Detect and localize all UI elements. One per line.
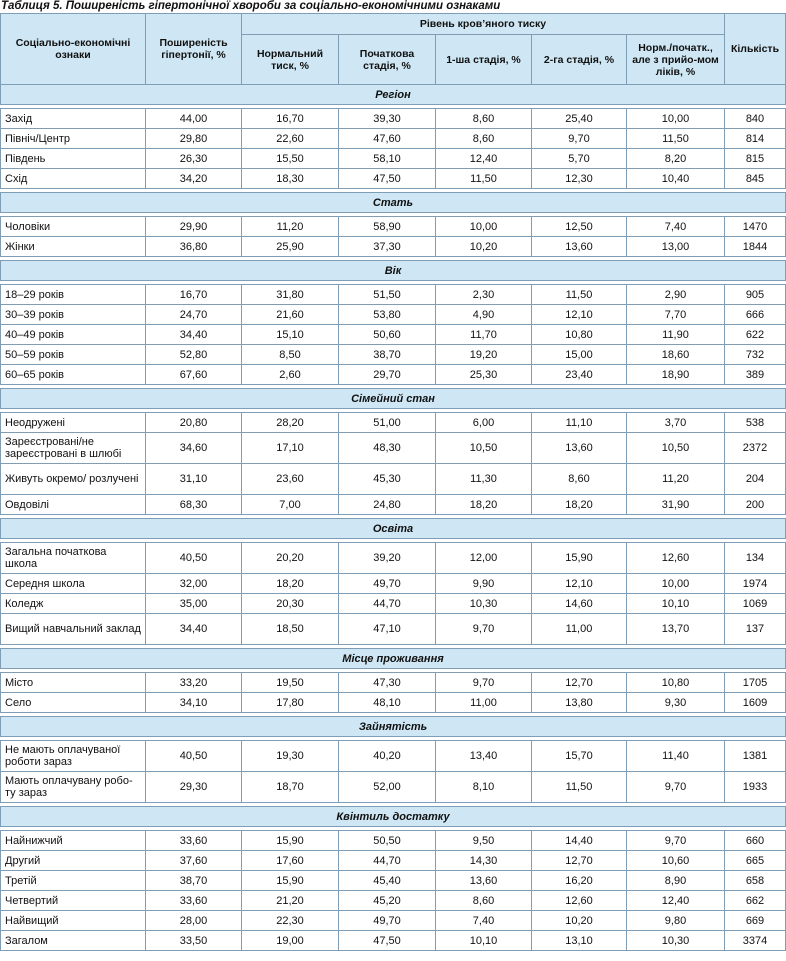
value-cell: 10,50 bbox=[627, 433, 725, 464]
row-label: Південь bbox=[1, 149, 146, 169]
header-prevalence: Поширеність гіпертонії, % bbox=[146, 14, 242, 85]
value-cell: 52,80 bbox=[146, 345, 242, 365]
table-row bbox=[1, 433, 786, 464]
value-cell: 15,00 bbox=[532, 345, 627, 365]
value-cell: 10,10 bbox=[436, 931, 532, 951]
count-cell: 666 bbox=[725, 305, 786, 325]
row-label: Живуть окремо/ розлучені bbox=[1, 464, 146, 495]
row-label: Мають оплачувану робо-ту зараз bbox=[1, 772, 146, 803]
value-cell: 14,30 bbox=[436, 851, 532, 871]
value-cell: 13,70 bbox=[627, 614, 725, 645]
value-cell: 50,50 bbox=[339, 831, 436, 851]
table-row bbox=[1, 109, 786, 129]
section-title: Стать bbox=[1, 193, 786, 213]
count-cell: 1844 bbox=[725, 237, 786, 257]
table-row bbox=[1, 169, 786, 189]
value-cell: 8,60 bbox=[436, 109, 532, 129]
value-cell: 33,50 bbox=[146, 931, 242, 951]
value-cell: 40,20 bbox=[339, 741, 436, 772]
row-label: Овдовілі bbox=[1, 495, 146, 515]
value-cell: 11,90 bbox=[627, 325, 725, 345]
value-cell: 29,90 bbox=[146, 217, 242, 237]
value-cell: 15,90 bbox=[532, 543, 627, 574]
value-cell: 18,50 bbox=[242, 614, 339, 645]
row-label: Не мають оплачуваної роботи зараз bbox=[1, 741, 146, 772]
count-cell: 134 bbox=[725, 543, 786, 574]
row-label: Другий bbox=[1, 851, 146, 871]
value-cell: 34,40 bbox=[146, 325, 242, 345]
table-row bbox=[1, 365, 786, 385]
value-cell: 11,20 bbox=[242, 217, 339, 237]
row-label: Четвертий bbox=[1, 891, 146, 911]
value-cell: 25,90 bbox=[242, 237, 339, 257]
hypertension-table bbox=[0, 13, 786, 951]
value-cell: 9,70 bbox=[436, 673, 532, 693]
value-cell: 2,60 bbox=[242, 365, 339, 385]
value-cell: 14,60 bbox=[532, 594, 627, 614]
section-header-row bbox=[1, 649, 786, 669]
value-cell: 16,70 bbox=[146, 285, 242, 305]
value-cell: 18,60 bbox=[627, 345, 725, 365]
value-cell: 12,40 bbox=[436, 149, 532, 169]
value-cell: 31,80 bbox=[242, 285, 339, 305]
value-cell: 15,10 bbox=[242, 325, 339, 345]
table-row bbox=[1, 345, 786, 365]
value-cell: 48,10 bbox=[339, 693, 436, 713]
row-label: Найвищий bbox=[1, 911, 146, 931]
count-cell: 1705 bbox=[725, 673, 786, 693]
value-cell: 44,70 bbox=[339, 851, 436, 871]
value-cell: 38,70 bbox=[339, 345, 436, 365]
value-cell: 23,40 bbox=[532, 365, 627, 385]
row-label: Північ/Центр bbox=[1, 129, 146, 149]
value-cell: 11,00 bbox=[436, 693, 532, 713]
value-cell: 40,50 bbox=[146, 543, 242, 574]
value-cell: 48,30 bbox=[339, 433, 436, 464]
table-row bbox=[1, 831, 786, 851]
value-cell: 18,90 bbox=[627, 365, 725, 385]
value-cell: 17,10 bbox=[242, 433, 339, 464]
header-stage1: 1-ша стадія, % bbox=[436, 35, 532, 85]
value-cell: 9,70 bbox=[627, 772, 725, 803]
value-cell: 17,80 bbox=[242, 693, 339, 713]
table-row bbox=[1, 931, 786, 951]
value-cell: 9,90 bbox=[436, 574, 532, 594]
value-cell: 8,60 bbox=[436, 891, 532, 911]
value-cell: 25,40 bbox=[532, 109, 627, 129]
value-cell: 58,90 bbox=[339, 217, 436, 237]
value-cell: 9,70 bbox=[627, 831, 725, 851]
count-cell: 200 bbox=[725, 495, 786, 515]
value-cell: 7,40 bbox=[627, 217, 725, 237]
value-cell: 13,00 bbox=[627, 237, 725, 257]
value-cell: 31,90 bbox=[627, 495, 725, 515]
value-cell: 7,40 bbox=[436, 911, 532, 931]
count-cell: 137 bbox=[725, 614, 786, 645]
count-cell: 905 bbox=[725, 285, 786, 305]
header-normal: Нормальний тиск, % bbox=[242, 35, 339, 85]
value-cell: 9,50 bbox=[436, 831, 532, 851]
row-label: Захід bbox=[1, 109, 146, 129]
count-cell: 204 bbox=[725, 464, 786, 495]
value-cell: 12,00 bbox=[436, 543, 532, 574]
value-cell: 10,80 bbox=[627, 673, 725, 693]
value-cell: 11,50 bbox=[627, 129, 725, 149]
table-row bbox=[1, 693, 786, 713]
value-cell: 10,30 bbox=[627, 931, 725, 951]
value-cell: 11,00 bbox=[532, 614, 627, 645]
value-cell: 34,60 bbox=[146, 433, 242, 464]
value-cell: 37,30 bbox=[339, 237, 436, 257]
table-row bbox=[1, 891, 786, 911]
table-row bbox=[1, 129, 786, 149]
value-cell: 11,50 bbox=[436, 169, 532, 189]
value-cell: 13,80 bbox=[532, 693, 627, 713]
row-label: Вищий навчальний заклад bbox=[1, 614, 146, 645]
header-meds: Норм./початк., але з прийо-мом ліків, % bbox=[627, 35, 725, 85]
value-cell: 13,60 bbox=[532, 237, 627, 257]
value-cell: 28,20 bbox=[242, 413, 339, 433]
value-cell: 31,10 bbox=[146, 464, 242, 495]
value-cell: 12,10 bbox=[532, 305, 627, 325]
section-title: Квінтиль достатку bbox=[1, 807, 786, 827]
value-cell: 10,40 bbox=[627, 169, 725, 189]
row-label: Загальна початкова школа bbox=[1, 543, 146, 574]
row-label: Зареєстровані/не зареєстровані в шлюбі bbox=[1, 433, 146, 464]
value-cell: 45,20 bbox=[339, 891, 436, 911]
table-row bbox=[1, 574, 786, 594]
value-cell: 19,50 bbox=[242, 673, 339, 693]
value-cell: 44,70 bbox=[339, 594, 436, 614]
count-cell: 845 bbox=[725, 169, 786, 189]
value-cell: 2,90 bbox=[627, 285, 725, 305]
row-label: Місто bbox=[1, 673, 146, 693]
value-cell: 8,60 bbox=[436, 129, 532, 149]
row-label: Середня школа bbox=[1, 574, 146, 594]
value-cell: 11,10 bbox=[532, 413, 627, 433]
value-cell: 13,60 bbox=[436, 871, 532, 891]
value-cell: 20,20 bbox=[242, 543, 339, 574]
header-count: Кількість bbox=[725, 14, 786, 85]
value-cell: 7,00 bbox=[242, 495, 339, 515]
table-row bbox=[1, 673, 786, 693]
value-cell: 9,70 bbox=[532, 129, 627, 149]
count-cell: 665 bbox=[725, 851, 786, 871]
value-cell: 19,30 bbox=[242, 741, 339, 772]
table-row bbox=[1, 237, 786, 257]
table-row bbox=[1, 325, 786, 345]
header-stage2: 2-га стадія, % bbox=[532, 35, 627, 85]
row-label: Чоловіки bbox=[1, 217, 146, 237]
table-row bbox=[1, 772, 786, 803]
table-row bbox=[1, 911, 786, 931]
table-row bbox=[1, 543, 786, 574]
value-cell: 13,60 bbox=[532, 433, 627, 464]
value-cell: 49,70 bbox=[339, 574, 436, 594]
value-cell: 10,80 bbox=[532, 325, 627, 345]
row-label: Село bbox=[1, 693, 146, 713]
table-row bbox=[1, 285, 786, 305]
row-label: Коледж bbox=[1, 594, 146, 614]
value-cell: 10,60 bbox=[627, 851, 725, 871]
section-header-row bbox=[1, 389, 786, 409]
value-cell: 16,20 bbox=[532, 871, 627, 891]
value-cell: 5,70 bbox=[532, 149, 627, 169]
value-cell: 21,60 bbox=[242, 305, 339, 325]
value-cell: 28,00 bbox=[146, 911, 242, 931]
value-cell: 2,30 bbox=[436, 285, 532, 305]
table-row bbox=[1, 464, 786, 495]
count-cell: 1933 bbox=[725, 772, 786, 803]
value-cell: 12,60 bbox=[532, 891, 627, 911]
value-cell: 19,20 bbox=[436, 345, 532, 365]
value-cell: 10,00 bbox=[436, 217, 532, 237]
row-label: 60–65 років bbox=[1, 365, 146, 385]
value-cell: 45,30 bbox=[339, 464, 436, 495]
row-label: 40–49 років bbox=[1, 325, 146, 345]
section-header-row bbox=[1, 261, 786, 281]
value-cell: 8,10 bbox=[436, 772, 532, 803]
table-title: Таблиця 5. Поширеність гіпертонічної хвороби за соціально-економічними ознаками bbox=[1, 0, 501, 12]
value-cell: 25,30 bbox=[436, 365, 532, 385]
count-cell: 840 bbox=[725, 109, 786, 129]
count-cell: 669 bbox=[725, 911, 786, 931]
value-cell: 47,50 bbox=[339, 169, 436, 189]
value-cell: 11,70 bbox=[436, 325, 532, 345]
value-cell: 51,50 bbox=[339, 285, 436, 305]
value-cell: 11,50 bbox=[532, 772, 627, 803]
value-cell: 29,70 bbox=[339, 365, 436, 385]
header-bp-level: Рівень кров’яного тиску bbox=[242, 14, 725, 35]
count-cell: 1069 bbox=[725, 594, 786, 614]
count-cell: 1974 bbox=[725, 574, 786, 594]
value-cell: 21,20 bbox=[242, 891, 339, 911]
count-cell: 1609 bbox=[725, 693, 786, 713]
value-cell: 4,90 bbox=[436, 305, 532, 325]
count-cell: 389 bbox=[725, 365, 786, 385]
value-cell: 13,10 bbox=[532, 931, 627, 951]
row-label: Третій bbox=[1, 871, 146, 891]
value-cell: 18,70 bbox=[242, 772, 339, 803]
value-cell: 10,30 bbox=[436, 594, 532, 614]
value-cell: 33,60 bbox=[146, 831, 242, 851]
value-cell: 8,90 bbox=[627, 871, 725, 891]
value-cell: 33,20 bbox=[146, 673, 242, 693]
count-cell: 2372 bbox=[725, 433, 786, 464]
header-initial: Початкова стадія, % bbox=[339, 35, 436, 85]
value-cell: 39,30 bbox=[339, 109, 436, 129]
value-cell: 10,00 bbox=[627, 109, 725, 129]
value-cell: 20,80 bbox=[146, 413, 242, 433]
value-cell: 47,50 bbox=[339, 931, 436, 951]
table-row bbox=[1, 149, 786, 169]
value-cell: 39,20 bbox=[339, 543, 436, 574]
value-cell: 50,60 bbox=[339, 325, 436, 345]
row-label: Схід bbox=[1, 169, 146, 189]
value-cell: 45,40 bbox=[339, 871, 436, 891]
count-cell: 622 bbox=[725, 325, 786, 345]
value-cell: 12,60 bbox=[627, 543, 725, 574]
value-cell: 24,70 bbox=[146, 305, 242, 325]
table-row bbox=[1, 217, 786, 237]
value-cell: 22,30 bbox=[242, 911, 339, 931]
count-cell: 1470 bbox=[725, 217, 786, 237]
table-row bbox=[1, 413, 786, 433]
value-cell: 58,10 bbox=[339, 149, 436, 169]
value-cell: 10,50 bbox=[436, 433, 532, 464]
value-cell: 68,30 bbox=[146, 495, 242, 515]
section-header-row bbox=[1, 717, 786, 737]
value-cell: 12,50 bbox=[532, 217, 627, 237]
value-cell: 51,00 bbox=[339, 413, 436, 433]
value-cell: 10,10 bbox=[627, 594, 725, 614]
value-cell: 15,50 bbox=[242, 149, 339, 169]
section-header-row bbox=[1, 807, 786, 827]
value-cell: 29,80 bbox=[146, 129, 242, 149]
value-cell: 6,00 bbox=[436, 413, 532, 433]
value-cell: 13,40 bbox=[436, 741, 532, 772]
value-cell: 9,30 bbox=[627, 693, 725, 713]
value-cell: 44,00 bbox=[146, 109, 242, 129]
value-cell: 10,00 bbox=[627, 574, 725, 594]
value-cell: 34,40 bbox=[146, 614, 242, 645]
value-cell: 15,90 bbox=[242, 831, 339, 851]
value-cell: 26,30 bbox=[146, 149, 242, 169]
count-cell: 658 bbox=[725, 871, 786, 891]
header-feature: Соціально-економічні ознаки bbox=[1, 14, 146, 85]
value-cell: 34,20 bbox=[146, 169, 242, 189]
row-label: Загалом bbox=[1, 931, 146, 951]
value-cell: 12,10 bbox=[532, 574, 627, 594]
value-cell: 29,30 bbox=[146, 772, 242, 803]
value-cell: 35,00 bbox=[146, 594, 242, 614]
value-cell: 12,30 bbox=[532, 169, 627, 189]
value-cell: 8,60 bbox=[532, 464, 627, 495]
section-header-row bbox=[1, 85, 786, 105]
count-cell: 538 bbox=[725, 413, 786, 433]
value-cell: 47,10 bbox=[339, 614, 436, 645]
value-cell: 20,30 bbox=[242, 594, 339, 614]
count-cell: 662 bbox=[725, 891, 786, 911]
table-row bbox=[1, 741, 786, 772]
value-cell: 10,20 bbox=[436, 237, 532, 257]
count-cell: 815 bbox=[725, 149, 786, 169]
row-label: Неодружені bbox=[1, 413, 146, 433]
section-header-row bbox=[1, 519, 786, 539]
value-cell: 23,60 bbox=[242, 464, 339, 495]
section-title: Регіон bbox=[1, 85, 786, 105]
value-cell: 32,00 bbox=[146, 574, 242, 594]
value-cell: 18,20 bbox=[532, 495, 627, 515]
value-cell: 34,10 bbox=[146, 693, 242, 713]
table-row bbox=[1, 305, 786, 325]
table-row bbox=[1, 614, 786, 645]
value-cell: 11,20 bbox=[627, 464, 725, 495]
table-row bbox=[1, 594, 786, 614]
value-cell: 47,60 bbox=[339, 129, 436, 149]
value-cell: 12,70 bbox=[532, 673, 627, 693]
section-title: Вік bbox=[1, 261, 786, 281]
count-cell: 3374 bbox=[725, 931, 786, 951]
row-label: Найнижчий bbox=[1, 831, 146, 851]
value-cell: 14,40 bbox=[532, 831, 627, 851]
table-row bbox=[1, 851, 786, 871]
value-cell: 19,00 bbox=[242, 931, 339, 951]
value-cell: 15,90 bbox=[242, 871, 339, 891]
value-cell: 12,40 bbox=[627, 891, 725, 911]
value-cell: 9,70 bbox=[436, 614, 532, 645]
value-cell: 22,60 bbox=[242, 129, 339, 149]
value-cell: 18,20 bbox=[242, 574, 339, 594]
value-cell: 53,80 bbox=[339, 305, 436, 325]
value-cell: 38,70 bbox=[146, 871, 242, 891]
value-cell: 9,80 bbox=[627, 911, 725, 931]
table-row bbox=[1, 495, 786, 515]
value-cell: 8,20 bbox=[627, 149, 725, 169]
value-cell: 11,40 bbox=[627, 741, 725, 772]
value-cell: 11,30 bbox=[436, 464, 532, 495]
table-body bbox=[1, 85, 786, 951]
value-cell: 40,50 bbox=[146, 741, 242, 772]
value-cell: 18,30 bbox=[242, 169, 339, 189]
value-cell: 37,60 bbox=[146, 851, 242, 871]
section-header-row bbox=[1, 193, 786, 213]
value-cell: 17,60 bbox=[242, 851, 339, 871]
section-title: Місце проживання bbox=[1, 649, 786, 669]
value-cell: 24,80 bbox=[339, 495, 436, 515]
value-cell: 12,70 bbox=[532, 851, 627, 871]
row-label: 30–39 років bbox=[1, 305, 146, 325]
row-label: 18–29 років bbox=[1, 285, 146, 305]
value-cell: 47,30 bbox=[339, 673, 436, 693]
section-title: Зайнятість bbox=[1, 717, 786, 737]
value-cell: 10,20 bbox=[532, 911, 627, 931]
value-cell: 7,70 bbox=[627, 305, 725, 325]
value-cell: 33,60 bbox=[146, 891, 242, 911]
value-cell: 16,70 bbox=[242, 109, 339, 129]
value-cell: 49,70 bbox=[339, 911, 436, 931]
value-cell: 67,60 bbox=[146, 365, 242, 385]
count-cell: 732 bbox=[725, 345, 786, 365]
count-cell: 814 bbox=[725, 129, 786, 149]
row-label: Жінки bbox=[1, 237, 146, 257]
value-cell: 36,80 bbox=[146, 237, 242, 257]
count-cell: 1381 bbox=[725, 741, 786, 772]
value-cell: 15,70 bbox=[532, 741, 627, 772]
section-title: Освіта bbox=[1, 519, 786, 539]
table-row bbox=[1, 871, 786, 891]
value-cell: 3,70 bbox=[627, 413, 725, 433]
value-cell: 11,50 bbox=[532, 285, 627, 305]
value-cell: 18,20 bbox=[436, 495, 532, 515]
value-cell: 52,00 bbox=[339, 772, 436, 803]
value-cell: 8,50 bbox=[242, 345, 339, 365]
section-title: Сімейний стан bbox=[1, 389, 786, 409]
row-label: 50–59 років bbox=[1, 345, 146, 365]
count-cell: 660 bbox=[725, 831, 786, 851]
